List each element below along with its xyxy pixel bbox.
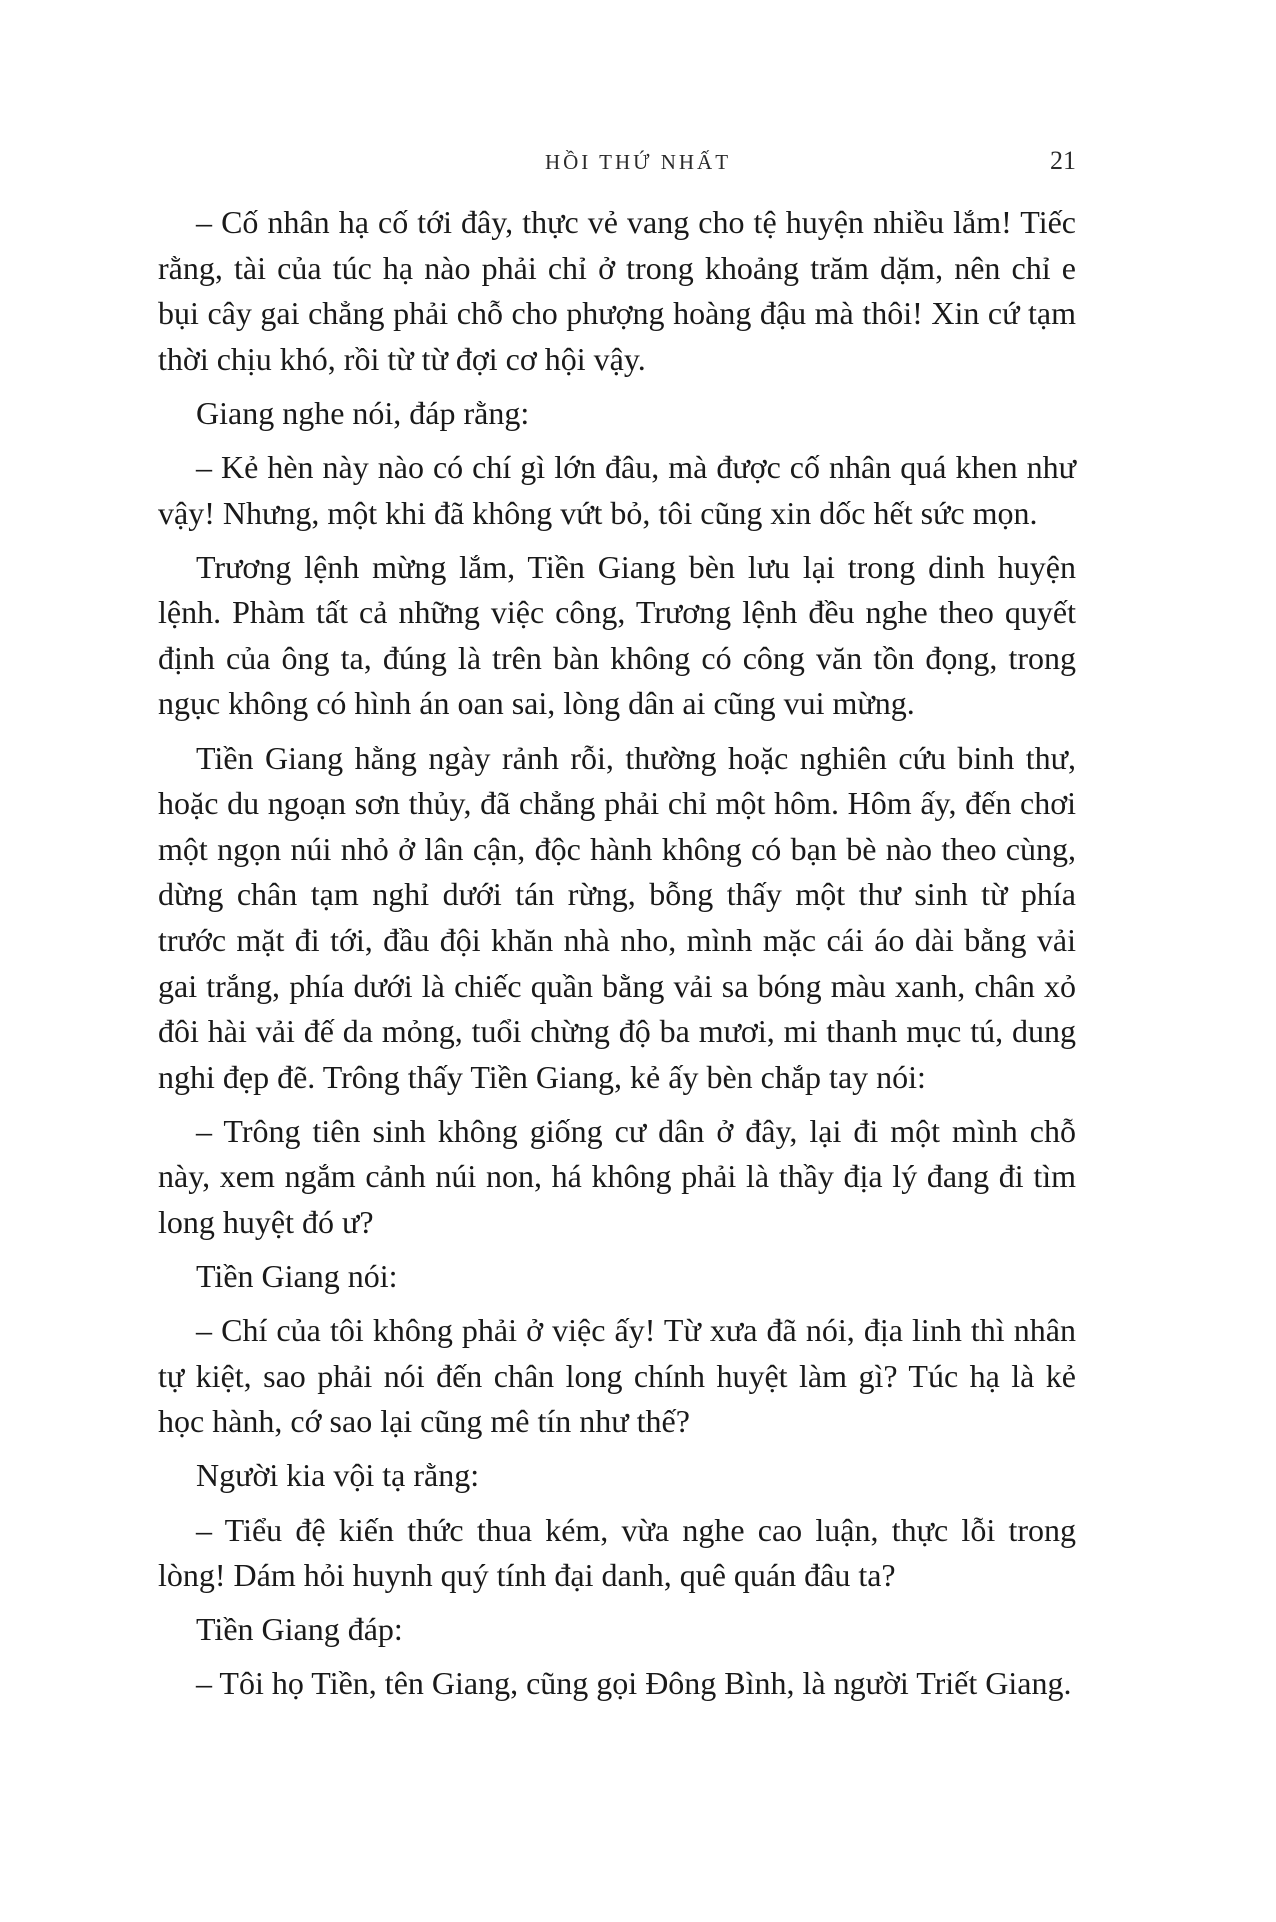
paragraph: – Chí của tôi không phải ở việc ấy! Từ xưa đã nói, địa linh thì nhân tự kiệt, sao phải nói đến chân long chính huyệt làm gì? Túc hạ là kẻ học hành, cớ sao lại cũng mê tín như thế?	[158, 1312, 1076, 1440]
page-number: 21	[1050, 146, 1076, 175]
paragraph: – Cố nhân hạ cố tới đây, thực vẻ vang cho tệ huyện nhiều lắm! Tiếc rằng, tài của túc hạ nào phải chỉ ở trong khoảng trăm dặm, nên chỉ e bụi cây gai chẳng phải chỗ cho phượng hoàng đậu mà thôi! Xin cứ tạm thời chịu khó, rồi từ từ đợi cơ hội vậy.	[158, 204, 1076, 377]
paragraph: Tiền Giang nói:	[196, 1258, 398, 1295]
body-text	[158, 200, 1076, 1715]
paragraph: Tiền Giang hằng ngày rảnh rỗi, thường hoặc nghiên cứu binh thư, hoặc du ngoạn sơn thủy, đã chẳng phải chỉ một hôm. Hôm ấy, đến chơi một ngọn núi nhỏ ở lân cận, độc hành không có bạn bè nào theo cùng, dừng chân tạm nghỉ dưới tán rừng, bỗng thấy một thư sinh từ phía trước mặt đi tới, đầu đội khăn nhà nho, mình mặc cái áo dài bằng vải gai trắng, phía dưới là chiếc quần bằng vải sa bóng màu xanh, chân xỏ đôi hài vải đế da mỏng, tuổi chừng độ ba mươi, mi thanh mục tú, dung nghi đẹp đẽ. Trông thấy Tiền Giang, kẻ ấy bèn chắp tay nói:	[158, 739, 1076, 1095]
paragraph: – Kẻ hèn này nào có chí gì lớn đâu, mà được cố nhân quá khen như vậy! Nhưng, một khi đã không vứt bỏ, tôi cũng xin dốc hết sức mọn.	[158, 448, 1076, 531]
paragraph: Người kia vội tạ rằng:	[196, 1457, 480, 1494]
paragraph: – Tiểu đệ kiến thức thua kém, vừa nghe cao luận, thực lỗi trong lòng! Dám hỏi huynh quý tính đại danh, quê quán đâu ta?	[158, 1511, 1076, 1594]
paragraph: – Trông tiên sinh không giống cư dân ở đây, lại đi một mình chỗ này, xem ngắm cảnh núi non, há không phải là thầy địa lý đang đi tìm long huyệt đó ư?	[158, 1112, 1076, 1240]
paragraph: – Tôi họ Tiền, tên Giang, cũng gọi Đông Bình, là người Triết Giang.	[196, 1665, 1072, 1702]
paragraph: Giang nghe nói, đáp rằng:	[196, 394, 530, 431]
paragraph: Tiền Giang đáp:	[196, 1611, 403, 1648]
paragraph: Trương lệnh mừng lắm, Tiền Giang bèn lưu lại trong dinh huyện lệnh. Phàm tất cả những việc công, Trương lệnh đều nghe theo quyết định của ông ta, đúng là trên bàn không có công văn tồn đọng, trong ngục không có hình án oan sai, lòng dân ai cũng vui mừng.	[158, 548, 1076, 722]
running-head-title: HỒI THỨ NHẤT	[544, 150, 732, 174]
